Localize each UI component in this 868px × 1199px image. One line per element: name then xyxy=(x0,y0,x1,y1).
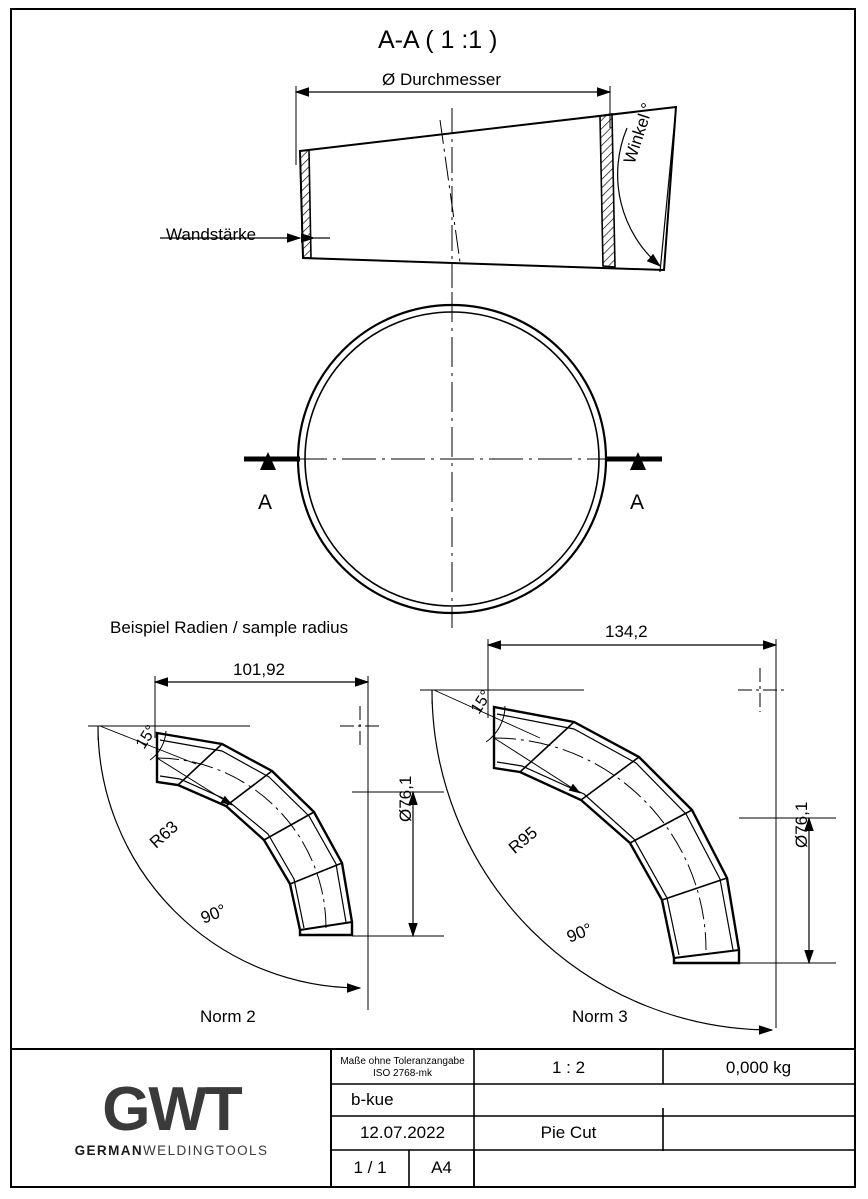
section-title: A-A ( 1 :1 ) xyxy=(378,26,498,54)
norm3-radius: R95 xyxy=(505,822,542,858)
logo-subtitle-bold: GERMAN xyxy=(74,1143,144,1158)
logo-subtitle xyxy=(75,1143,269,1158)
logo-subtitle-rest: WELDINGTOOLS xyxy=(143,1143,269,1158)
front-view-circle xyxy=(244,292,662,628)
norm2-caption: Norm 2 xyxy=(200,1007,256,1026)
norm2-width-dim: 101,92 xyxy=(233,660,285,679)
title-block xyxy=(12,1049,854,1186)
section-mark-right: A xyxy=(630,491,645,514)
angle-label: Winkel ° xyxy=(620,100,658,166)
part-name-value: Pie Cut xyxy=(540,1123,597,1142)
diameter-label: Ø Durchmesser xyxy=(382,70,502,89)
scale-value: 1 : 2 xyxy=(551,1057,586,1077)
tolerance-note xyxy=(331,1051,474,1084)
norm2-pipe-diameter: Ø76,1 xyxy=(396,775,415,822)
norm2-segment-angle: 15° xyxy=(133,722,161,753)
drawn-by-value: b-kue xyxy=(351,1090,394,1109)
norm3-caption: Norm 3 xyxy=(572,1007,628,1026)
norm3-bend-angle: 90° xyxy=(564,919,595,947)
section-mark-left: A xyxy=(258,491,273,514)
norm3-pipe-diameter: Ø76,1 xyxy=(792,801,811,848)
sheet-number: 1 / 1 xyxy=(353,1158,387,1177)
norm2-view xyxy=(88,676,444,1010)
sample-radius-label: Beispiel Radien / sample radius xyxy=(110,618,349,637)
norm3-segment-angle: 15° xyxy=(468,687,496,718)
weight-value: 0,000 kg xyxy=(725,1057,792,1077)
section-view-aa xyxy=(160,86,676,288)
norm3-width-dim: 134,2 xyxy=(605,622,648,641)
logo-text: GWT xyxy=(102,1075,241,1144)
tolerance-line-2: ISO 2768-mk xyxy=(373,1067,432,1079)
norm2-radius: R63 xyxy=(146,817,182,853)
date-value: 12.07.2022 xyxy=(359,1123,446,1142)
norm2-bend-angle: 90° xyxy=(198,900,229,928)
sheet-format: A4 xyxy=(431,1158,452,1177)
wall-thickness-label: Wandstärke xyxy=(166,225,257,244)
company-logo xyxy=(12,1051,331,1186)
tolerance-line-1: Maße ohne Toleranzangabe xyxy=(340,1056,465,1067)
